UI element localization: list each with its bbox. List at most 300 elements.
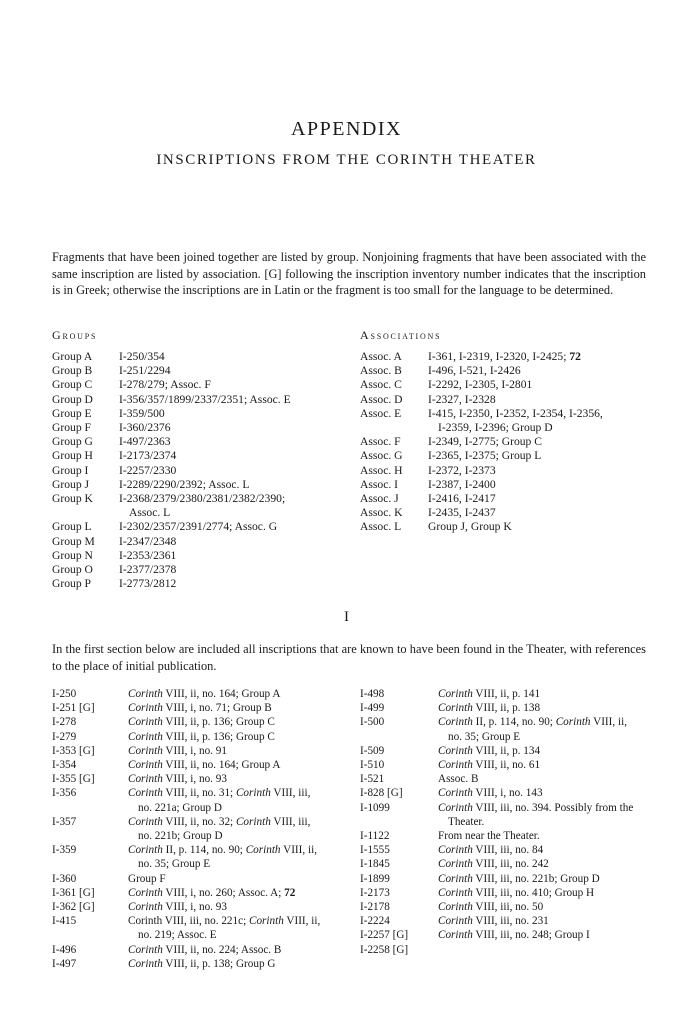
inventory-number: I-2178 xyxy=(360,901,390,914)
inventory-number: I-497 xyxy=(52,957,77,970)
association-label: Assoc. F xyxy=(360,435,401,449)
reference-text: VIII, i, no. 91 xyxy=(162,744,227,757)
group-value-text: I-2368/2379/2380/2381/2382/2390; xyxy=(119,492,286,506)
publication-title: Corinth xyxy=(438,872,473,885)
inventory-reference-continued xyxy=(128,928,344,942)
publication-title: Corinth xyxy=(438,759,473,772)
group-label: Group O xyxy=(52,563,93,577)
inventory-reference xyxy=(438,786,650,800)
publication-title: Corinth xyxy=(128,773,163,786)
group-value-text: I-2289/2290/2392; Assoc. L xyxy=(119,477,250,491)
inventory-row xyxy=(52,786,344,814)
reference-text: VIII, iii, xyxy=(270,815,311,828)
inventory-row xyxy=(52,701,344,715)
inventory-number: I-521 xyxy=(360,773,385,786)
reference-text: VIII, iii, no. 84 xyxy=(472,844,544,857)
inventory-row xyxy=(52,914,344,942)
group-value xyxy=(119,577,342,591)
inventory-row xyxy=(360,801,650,829)
group-value xyxy=(119,421,342,435)
reference-text: no. 219; Assoc. E xyxy=(138,929,217,942)
publication-title: Corinth xyxy=(438,702,473,715)
reference-text: VIII, ii, p. 138 xyxy=(472,702,541,715)
intro-paragraph: Fragments that have been joined together are listed by group. Nonjoining fragments that have been associated with the same inscription are listed by association. [G] following the inscription inventory number indicates that the inscription is in Greek; otherwise the inscriptions are in Latin or the fragment is too small for the language to be determined. xyxy=(52,250,646,298)
group-value xyxy=(119,563,342,577)
association-label: Assoc. D xyxy=(360,392,403,406)
reference-text: VIII, i, no. 93 xyxy=(162,901,227,914)
reference-text: VIII, ii, p. 136; Group C xyxy=(162,716,275,729)
group-value xyxy=(119,407,342,421)
inventory-number: I-251 [G] xyxy=(52,702,95,715)
reference-text: no. 221a; Group D xyxy=(138,801,222,814)
group-label: Group A xyxy=(52,350,93,363)
inventory-row xyxy=(52,872,344,886)
association-value-text: I-2435, I-2437 xyxy=(428,506,496,520)
inventory-reference xyxy=(438,701,650,715)
reference-text: VIII, ii, no. 164; Group A xyxy=(162,759,281,772)
group-row xyxy=(52,435,342,449)
publication-title: Corinth xyxy=(438,744,473,757)
reference-text: VIII, ii, xyxy=(283,915,321,928)
reference-text: VIII, iii, xyxy=(270,787,311,800)
group-value xyxy=(119,464,342,478)
inventory-number: I-2224 xyxy=(360,915,390,928)
inventory-row xyxy=(360,744,650,758)
inventory-reference xyxy=(128,914,344,942)
group-label: Group B xyxy=(52,364,93,378)
inventory-number: I-499 xyxy=(360,702,385,715)
association-row xyxy=(360,350,660,364)
association-row xyxy=(360,407,660,435)
inventory-row xyxy=(52,943,344,957)
association-label: Assoc. C xyxy=(360,378,402,392)
inventory-reference xyxy=(438,943,650,957)
group-row xyxy=(52,563,342,577)
inventory-number: I-278 xyxy=(52,716,77,729)
publication-title: Corinth xyxy=(555,716,591,729)
association-row xyxy=(360,449,660,463)
inventory-row xyxy=(52,886,344,900)
association-value xyxy=(428,407,660,435)
reference-text: no. 221b; Group D xyxy=(138,830,223,843)
group-row xyxy=(52,378,342,392)
inventory-reference xyxy=(128,758,344,772)
publication-title: Corinth xyxy=(128,886,163,899)
association-label: Assoc. E xyxy=(360,406,402,420)
page-title: APPENDIX xyxy=(291,118,402,140)
inventory-number: I-250 xyxy=(52,688,77,700)
group-value-text: I-359/500 xyxy=(119,406,165,420)
association-label: Assoc. K xyxy=(360,506,403,520)
inventory-reference xyxy=(438,843,650,857)
reference-text: II, p. 114, no. 90; xyxy=(162,844,246,857)
association-value-text: I-2327, I-2328 xyxy=(428,392,496,406)
section-intro: In the first section below are included all inscriptions that are known to have been found in the Theater, with references to the place of initial publication. xyxy=(52,642,646,673)
association-value-text: I-2292, I-2305, I-2801 xyxy=(428,378,533,392)
inventory-number: I-496 xyxy=(52,943,77,956)
association-value xyxy=(428,435,660,449)
group-value-text: I-2353/2361 xyxy=(119,548,177,562)
reference-text: VIII, i, no. 71; Group B xyxy=(162,702,272,715)
publication-title: Corinth xyxy=(438,716,473,729)
publication-title: Corinth xyxy=(128,815,163,828)
group-row xyxy=(52,449,342,463)
inventory-reference xyxy=(128,730,344,744)
group-label: Group M xyxy=(52,534,95,548)
inventory-number: I-828 [G] xyxy=(360,787,403,800)
publication-title: Corinth xyxy=(128,716,163,729)
inventory-reference xyxy=(128,701,344,715)
publication-title: Corinth xyxy=(245,844,281,857)
inventory-number: I-500 xyxy=(360,716,385,729)
inventory-reference xyxy=(128,886,344,900)
associations-list xyxy=(360,350,660,535)
inventory-row xyxy=(52,900,344,914)
association-row xyxy=(360,435,660,449)
association-label: Assoc. H xyxy=(360,463,403,477)
section-numeral: I xyxy=(344,609,349,625)
publication-title: Corinth xyxy=(128,943,163,956)
association-row xyxy=(360,393,660,407)
reference-text: VIII, iii, no. 221b; Group D xyxy=(472,872,600,885)
publication-title: Corinth xyxy=(438,886,473,899)
inventory-number: I-355 [G] xyxy=(52,773,95,786)
association-value xyxy=(428,506,660,520)
association-label: Assoc. G xyxy=(360,449,403,463)
group-label: Group E xyxy=(52,406,92,420)
reference-text: Theater. xyxy=(448,815,485,828)
inventory-number: I-1899 xyxy=(360,872,390,885)
association-row xyxy=(360,492,660,506)
inventory-number: I-279 xyxy=(52,730,77,743)
reference-text: VIII, iii, no. 50 xyxy=(472,901,544,914)
inventory-reference xyxy=(438,801,650,829)
association-value-text: I-2365, I-2375; Group L xyxy=(428,449,542,463)
group-value xyxy=(119,378,342,392)
reference-text: VIII, ii, xyxy=(280,844,317,857)
inventory-reference xyxy=(438,744,650,758)
association-label: Assoc. J xyxy=(360,492,399,506)
reference-text: VIII, ii, no. 32; xyxy=(162,815,236,828)
reference-text: VIII, ii, p. 141 xyxy=(472,688,541,700)
group-row xyxy=(52,421,342,435)
inventory-number: I-1122 xyxy=(360,830,390,843)
association-value xyxy=(428,520,660,534)
group-value-text: I-356/357/1899/2337/2351; Assoc. E xyxy=(119,392,291,406)
association-value xyxy=(428,364,660,378)
inventory-reference xyxy=(438,772,650,786)
reference-text: VIII, iii, no. 394. Possibly from the xyxy=(472,801,634,814)
inventory-row xyxy=(360,786,650,800)
group-label: Group F xyxy=(52,421,91,435)
reference-text: no. 35; Group E xyxy=(448,730,521,743)
inventory-reference xyxy=(128,872,344,886)
inventory-row xyxy=(52,758,344,772)
association-value-text: Group J, Group K xyxy=(428,520,512,534)
inventory-number: I-1555 xyxy=(360,844,390,857)
publication-title: Corinth xyxy=(438,844,473,857)
association-value xyxy=(428,378,660,392)
group-value-text: I-278/279; Assoc. F xyxy=(119,378,211,392)
group-value-text: I-2173/2374 xyxy=(119,449,177,463)
publication-title: Corinth xyxy=(128,844,163,857)
inventory-reference xyxy=(128,687,344,701)
reference-text: VIII, iii, no. 242 xyxy=(472,858,549,871)
publication-title: Corinth xyxy=(128,957,163,970)
group-row xyxy=(52,393,342,407)
reference-text: VIII, i, no. 260; Assoc. A; xyxy=(162,886,285,899)
inventory-number: I-354 xyxy=(52,759,77,772)
group-value xyxy=(119,520,342,534)
page-subtitle: INSCRIPTIONS FROM THE CORINTH THEATER xyxy=(156,152,537,168)
publication-title: Corinth xyxy=(235,815,271,828)
association-value xyxy=(428,393,660,407)
inventory-row xyxy=(360,758,650,772)
association-catalog-number: 72 xyxy=(569,350,581,363)
association-value-text: I-415, I-2350, I-2352, I-2354, I-2356, xyxy=(428,406,603,420)
association-label: Assoc. B xyxy=(360,364,402,378)
inventory-row xyxy=(360,687,650,701)
group-value-text: I-250/354 xyxy=(119,350,165,363)
inventory-number: I-2173 xyxy=(360,886,390,899)
group-label: Group P xyxy=(52,577,91,591)
reference-text: VIII, ii, no. 164; Group A xyxy=(162,688,281,700)
association-row xyxy=(360,364,660,378)
publication-title: Corinth xyxy=(128,688,163,700)
publication-title: Corinth xyxy=(128,759,163,772)
group-value-text: I-497/2363 xyxy=(119,435,171,449)
inventory-number: I-510 xyxy=(360,759,385,772)
inventory-number: I-509 xyxy=(360,744,385,757)
group-value-text: I-2347/2348 xyxy=(119,534,177,548)
reference-text: VIII, iii, no. 231 xyxy=(472,915,549,928)
publication-title: Corinth xyxy=(128,730,163,743)
reference-text: VIII, i, no. 143 xyxy=(472,787,543,800)
inventory-number: I-2258 [G] xyxy=(360,943,409,956)
association-value xyxy=(428,464,660,478)
group-value xyxy=(119,364,342,378)
group-label: Group G xyxy=(52,435,93,449)
reference-text: VIII, ii, no. 61 xyxy=(472,759,541,772)
inventory-number: I-498 xyxy=(360,688,385,700)
reference-text: Corinth VIII, iii, no. 221c; xyxy=(128,915,249,928)
reference-text: From near the Theater. xyxy=(438,830,540,843)
inventory-row xyxy=(360,872,650,886)
inventory-number: I-356 xyxy=(52,787,77,800)
publication-title: Corinth xyxy=(438,901,473,914)
reference-text: VIII, i, no. 93 xyxy=(162,773,227,786)
inventory-reference xyxy=(438,900,650,914)
association-label: Assoc. L xyxy=(360,520,402,534)
group-label: Group D xyxy=(52,392,93,406)
reference-text: VIII, ii, p. 138; Group G xyxy=(162,957,276,970)
group-value-text: I-251/2294 xyxy=(119,364,171,378)
inventory-row xyxy=(52,815,344,843)
reference-text: VIII, ii, xyxy=(590,716,627,729)
group-row xyxy=(52,464,342,478)
reference-text: VIII, ii, no. 31; xyxy=(162,787,236,800)
association-value-text: I-2416, I-2417 xyxy=(428,492,496,506)
group-row xyxy=(52,364,342,378)
association-value-text: I-361, I-2319, I-2320, I-2425; xyxy=(428,350,570,363)
inventory-number: I-415 xyxy=(52,915,77,928)
inventory-reference xyxy=(128,957,344,971)
group-label: Group H xyxy=(52,449,93,463)
inventory-row xyxy=(360,914,650,928)
inventory-number: I-359 xyxy=(52,844,77,857)
association-row xyxy=(360,378,660,392)
publication-title: Corinth xyxy=(235,787,271,800)
inventory-reference xyxy=(128,786,344,814)
inventory-reference xyxy=(128,815,344,843)
reference-text: Assoc. B xyxy=(438,773,479,786)
inventory-row xyxy=(52,957,344,971)
inventory-row xyxy=(52,772,344,786)
group-value-continued: Assoc. L xyxy=(129,506,171,520)
publication-title: Corinth xyxy=(438,915,473,928)
publication-title: Corinth xyxy=(128,702,163,715)
publication-title: Corinth xyxy=(438,858,473,871)
group-value-text: I-2773/2812 xyxy=(119,577,177,591)
publication-title: Corinth xyxy=(128,901,163,914)
reference-text: VIII, iii, no. 410; Group H xyxy=(472,886,595,899)
group-value xyxy=(119,535,342,549)
publication-title: Corinth xyxy=(438,929,473,942)
group-row xyxy=(52,577,342,591)
association-row xyxy=(360,520,660,534)
group-value xyxy=(119,492,342,520)
association-value-text: I-2349, I-2775; Group C xyxy=(428,435,542,449)
reference-text: II, p. 114, no. 90; xyxy=(472,716,556,729)
group-label: Group J xyxy=(52,477,90,491)
group-row xyxy=(52,492,342,520)
association-value xyxy=(428,449,660,463)
group-value xyxy=(119,449,342,463)
association-value-text: I-2372, I-2373 xyxy=(428,463,496,477)
inventory-number: I-361 [G] xyxy=(52,886,95,899)
group-value xyxy=(119,350,342,364)
reference-text: Group F xyxy=(128,872,166,885)
inventory-list-left xyxy=(52,687,344,971)
inventory-number: I-1845 xyxy=(360,858,390,871)
groups-list xyxy=(52,350,342,591)
inventory-reference-continued xyxy=(438,730,650,744)
group-label: Group N xyxy=(52,548,93,562)
inventory-reference xyxy=(438,872,650,886)
group-row xyxy=(52,350,342,364)
inventory-reference-continued xyxy=(128,857,344,871)
inventory-reference-continued xyxy=(438,815,650,829)
groups-heading: Groups xyxy=(52,328,98,342)
inventory-reference xyxy=(438,715,650,743)
inventory-row xyxy=(360,715,650,743)
inventory-number: I-2257 [G] xyxy=(360,929,409,942)
inventory-row xyxy=(360,772,650,786)
inventory-row xyxy=(360,829,650,843)
group-row xyxy=(52,535,342,549)
group-row xyxy=(52,478,342,492)
reference-text: VIII, ii, p. 136; Group C xyxy=(162,730,275,743)
group-label: Group I xyxy=(52,463,89,477)
inventory-row xyxy=(360,857,650,871)
group-value xyxy=(119,435,342,449)
inventory-number: I-353 [G] xyxy=(52,744,95,757)
inventory-number: I-1099 xyxy=(360,801,390,814)
association-value xyxy=(428,478,660,492)
reference-text: VIII, ii, no. 224; Assoc. B xyxy=(162,943,282,956)
group-row xyxy=(52,407,342,421)
inventory-number: I-357 xyxy=(52,815,77,828)
inventory-number: I-360 xyxy=(52,872,77,885)
group-value-text: I-2302/2357/2391/2774; Assoc. G xyxy=(119,520,278,534)
reference-text: VIII, ii, p. 134 xyxy=(472,744,541,757)
inventory-row xyxy=(52,730,344,744)
inventory-reference xyxy=(438,829,650,843)
inventory-row xyxy=(52,843,344,871)
inventory-reference xyxy=(438,886,650,900)
publication-title: Corinth xyxy=(438,688,473,700)
inventory-reference xyxy=(438,914,650,928)
publication-title: Corinth xyxy=(438,787,473,800)
group-value-text: I-2257/2330 xyxy=(119,463,177,477)
inventory-row xyxy=(360,843,650,857)
group-value xyxy=(119,478,342,492)
reference-text: no. 35; Group E xyxy=(138,858,211,871)
group-value xyxy=(119,549,342,563)
group-value xyxy=(119,393,342,407)
inventory-row xyxy=(52,687,344,701)
inventory-reference xyxy=(438,758,650,772)
association-value-text: I-2387, I-2400 xyxy=(428,477,496,491)
inventory-reference xyxy=(128,744,344,758)
inventory-row xyxy=(360,701,650,715)
inventory-reference xyxy=(128,772,344,786)
inventory-reference xyxy=(438,928,650,942)
association-value-continued: I-2359, I-2396; Group D xyxy=(438,421,553,435)
group-label: Group L xyxy=(52,520,92,534)
publication-title: Corinth xyxy=(128,787,163,800)
inventory-reference xyxy=(128,900,344,914)
association-row xyxy=(360,464,660,478)
inventory-reference xyxy=(438,687,650,701)
inventory-reference xyxy=(438,857,650,871)
inventory-number: I-362 [G] xyxy=(52,901,95,914)
inventory-row xyxy=(360,928,650,942)
catalog-number: 72 xyxy=(284,886,296,899)
group-row xyxy=(52,549,342,563)
reference-text: VIII, iii, no. 248; Group I xyxy=(472,929,590,942)
association-value xyxy=(428,492,660,506)
group-value-text: I-2377/2378 xyxy=(119,563,177,577)
inventory-reference-continued xyxy=(128,801,344,815)
association-value-text: I-496, I-521, I-2426 xyxy=(428,364,521,378)
inventory-reference-continued xyxy=(128,829,344,843)
inventory-reference xyxy=(128,715,344,729)
associations-heading: Associations xyxy=(360,328,442,342)
group-value-text: I-360/2376 xyxy=(119,421,171,435)
inventory-row xyxy=(52,715,344,729)
group-row xyxy=(52,520,342,534)
inventory-reference xyxy=(128,943,344,957)
association-value xyxy=(428,350,660,364)
inventory-reference xyxy=(128,843,344,871)
publication-title: Corinth xyxy=(438,801,473,814)
inventory-list-right xyxy=(360,687,650,957)
publication-title: Corinth xyxy=(128,744,163,757)
association-row xyxy=(360,506,660,520)
publication-title: Corinth xyxy=(248,915,284,928)
association-label: Assoc. I xyxy=(360,477,398,491)
